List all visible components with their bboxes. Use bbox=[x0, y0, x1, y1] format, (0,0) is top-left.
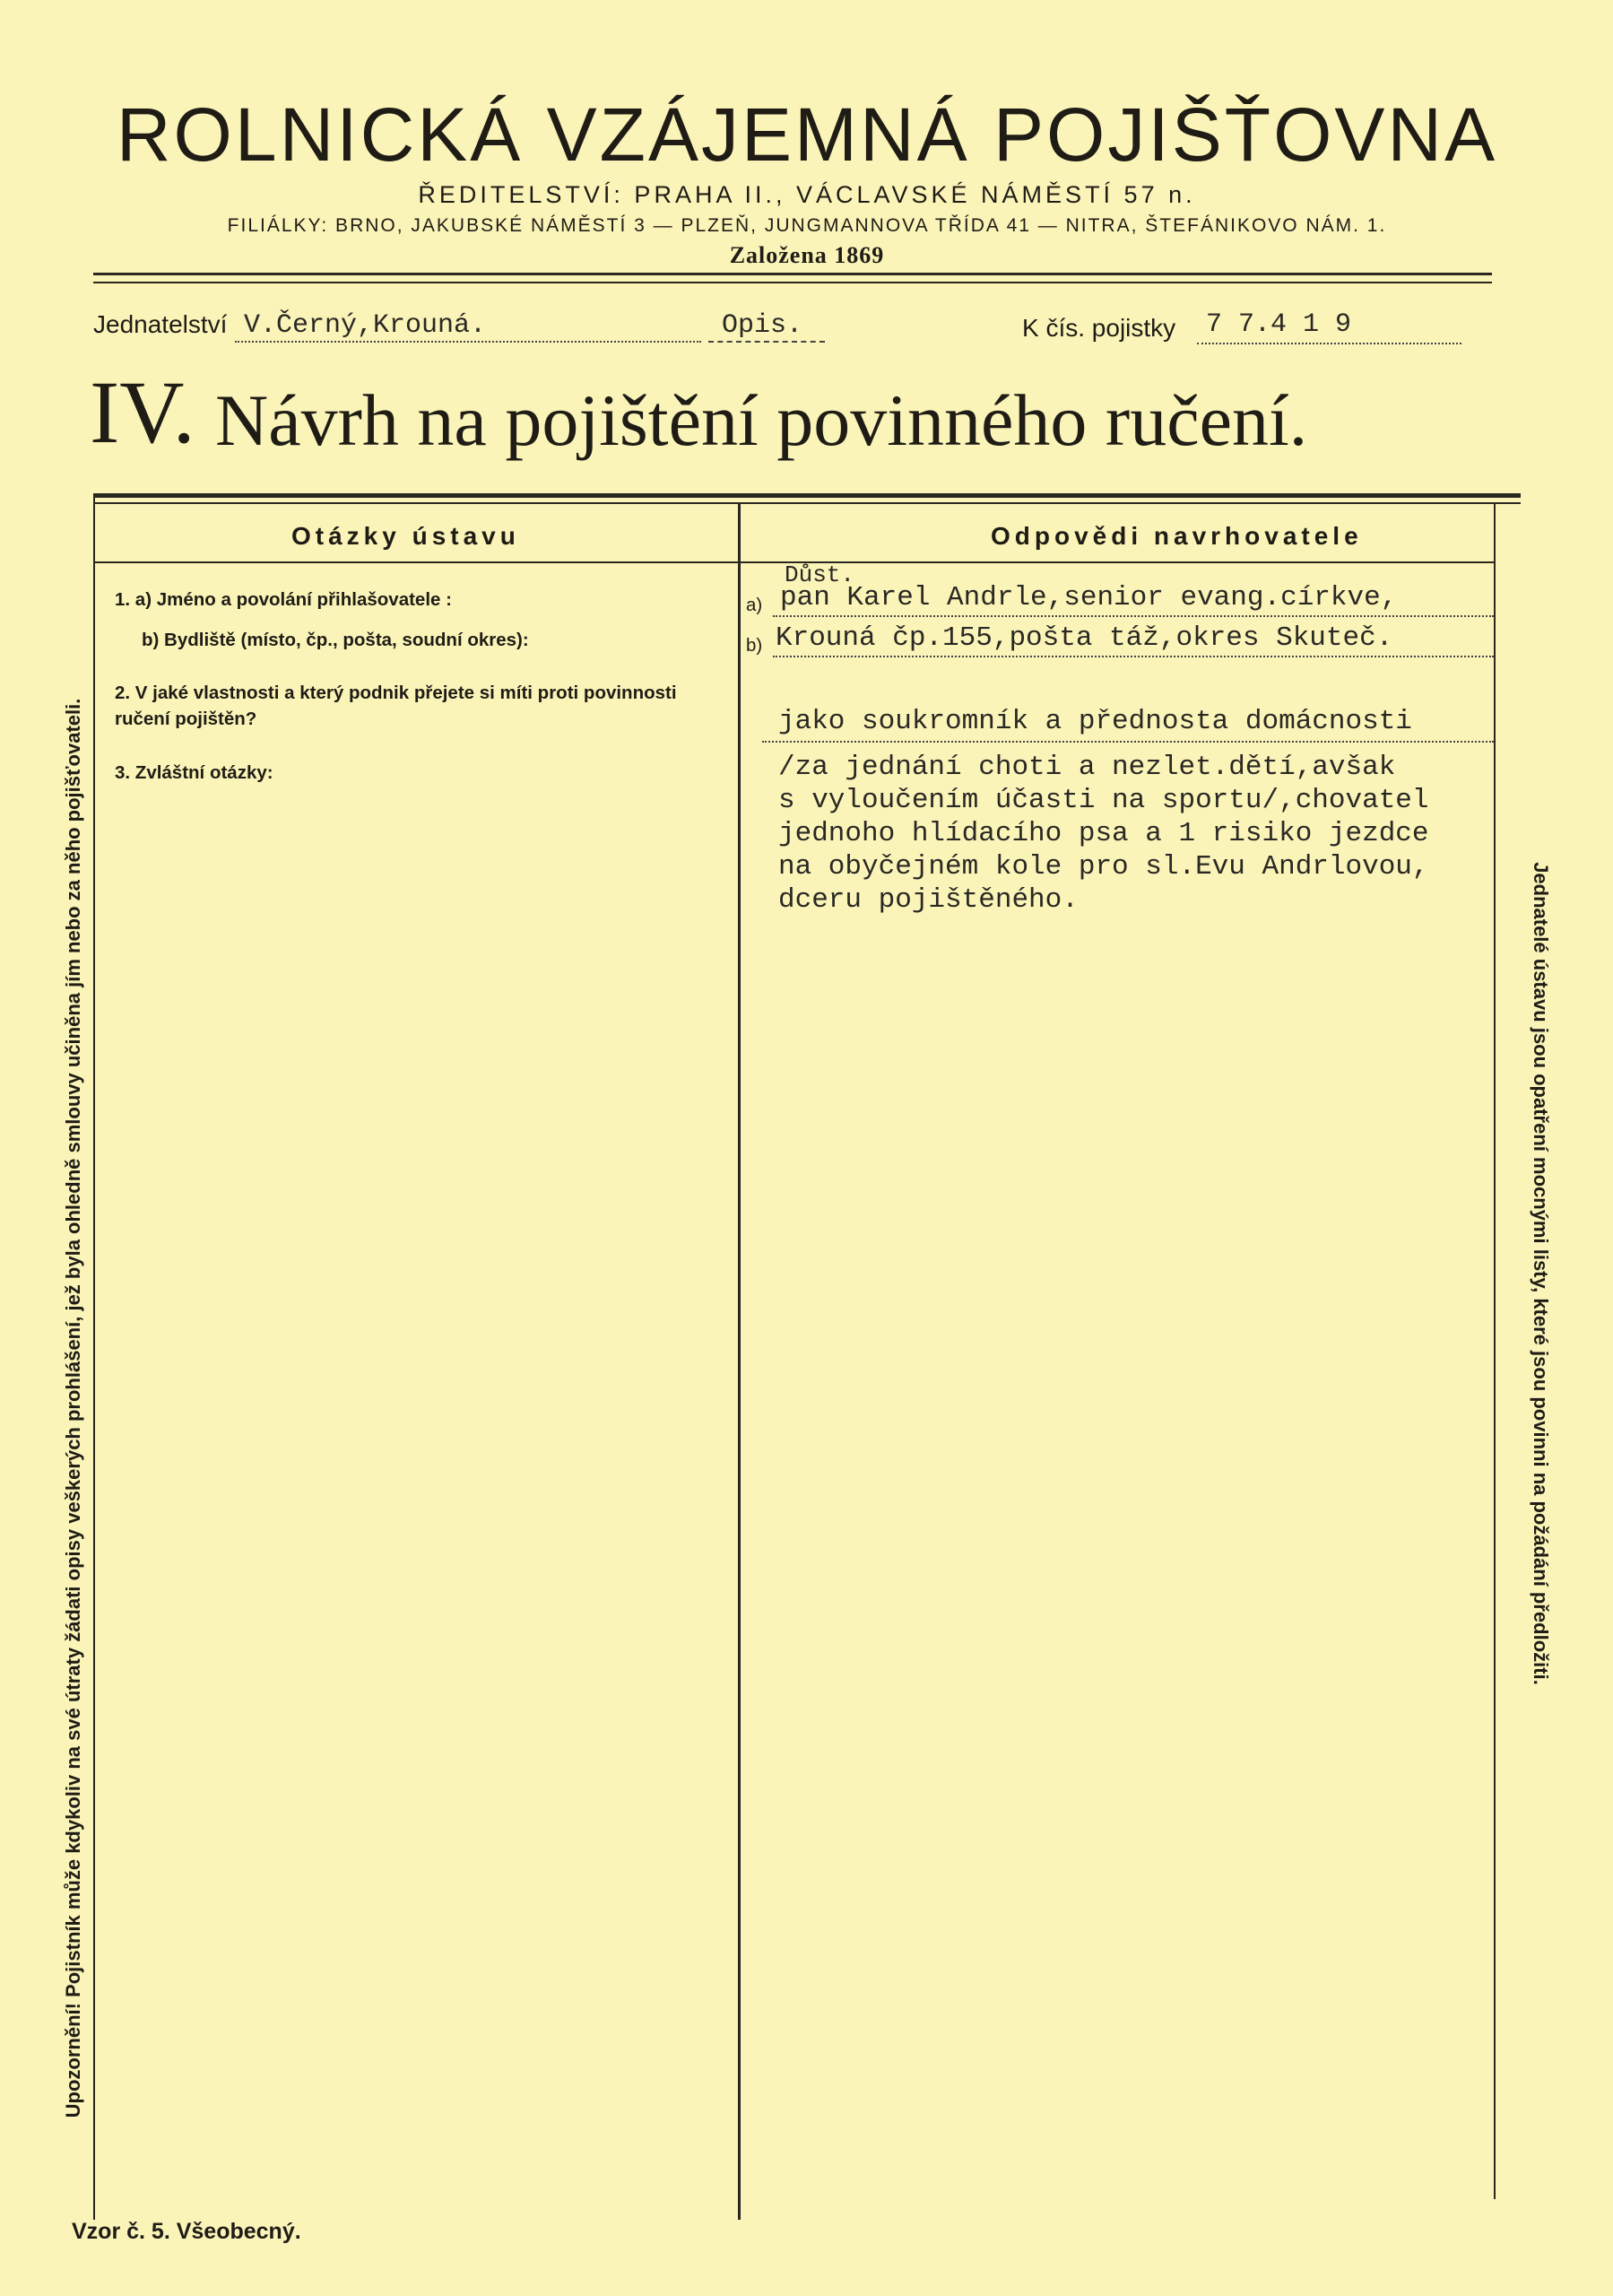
branch-offices: FILIÁLKY: BRNO, JAKUBSKÉ NÁMĚSTÍ 3 — PLZEŇ, JUNGMANNOVA TŘÍDA 41 — NITRA, ŠTEFÁNIKOVO NÁM. 1. bbox=[227, 215, 1387, 236]
form-number: IV. bbox=[90, 362, 195, 462]
agency-dotted-line bbox=[235, 341, 701, 343]
headquarters-address: ŘEDITELSTVÍ: PRAHA II., VÁCLAVSKÉ NÁMĚSTÍ 57 n. bbox=[418, 181, 1196, 208]
answer-1b: Krouná čp.155,pošta táž,okres Skuteč. bbox=[776, 622, 1393, 654]
answer-1a-note: Důst. bbox=[785, 561, 855, 588]
right-margin-notice: Jednatelé ústavu jsou opatření mocnými listy, které jsou povinni na požádání předložiti. bbox=[1530, 862, 1552, 1685]
answer-1a: pan Karel Andrle,senior evang.církve, bbox=[780, 582, 1398, 613]
questions-heading: Otázky ústavu bbox=[291, 522, 520, 550]
table-right-border bbox=[1494, 504, 1496, 2199]
answer-3-line-1: /za jednání choti a nezlet.dětí,avšak bbox=[778, 752, 1396, 783]
answer-1a-dotted-line bbox=[773, 615, 1494, 617]
form-title: Návrh na pojištění povinného ručení. bbox=[215, 379, 1308, 461]
answer-3-line-4: na obyčejném kole pro sl.Evu Andrlovou, bbox=[778, 851, 1429, 883]
question-3: 3. Zvláštní otázky: bbox=[115, 762, 273, 783]
header-rule-top bbox=[93, 273, 1492, 275]
agency-value: V.Černý,Krouná. bbox=[244, 310, 487, 341]
answer-3-line-2: s vyloučením účasti na sportu/,chovatel bbox=[778, 785, 1429, 816]
answer-a-prefix: a) bbox=[746, 595, 763, 615]
copy-underline bbox=[708, 341, 825, 343]
form-template-number: Vzor č. 5. Všeobecný. bbox=[72, 2219, 301, 2244]
policy-number: 7 7.4 1 9 bbox=[1206, 309, 1352, 340]
table-top-rule bbox=[93, 493, 1521, 498]
answer-3-line-5: dceru pojištěného. bbox=[778, 884, 1079, 916]
policy-dotted-line bbox=[1197, 343, 1461, 344]
answer-1b-dotted-line bbox=[773, 656, 1494, 657]
table-left-border bbox=[93, 493, 95, 2220]
table-top-rule-thin bbox=[93, 502, 1521, 504]
copy-mark: Opis. bbox=[722, 310, 803, 341]
agency-label: Jednatelství bbox=[93, 310, 228, 338]
answer-2: jako soukromník a přednosta domácnosti bbox=[778, 706, 1412, 737]
answer-3-line-3: jednoho hlídacího psa a 1 risiko jezdce bbox=[778, 818, 1429, 849]
header-rule-bottom bbox=[93, 282, 1492, 283]
answer-b-prefix: b) bbox=[746, 635, 763, 656]
question-1b: b) Bydliště (místo, čp., pošta, soudní okres): bbox=[142, 630, 529, 650]
answer-2-dotted-line bbox=[762, 741, 1494, 743]
answers-heading: Odpovědi navrhovatele bbox=[991, 522, 1363, 550]
company-name: ROLNICKÁ VZÁJEMNÁ POJIŠŤOVNA bbox=[116, 92, 1498, 177]
question-2: 2. V jaké vlastnosti a který podnik přejete si míti proti povinnosti ručení pojištěn? bbox=[115, 683, 677, 729]
policy-label: K čís. pojistky bbox=[1022, 314, 1176, 342]
question-1a: 1. a) Jméno a povolání přihlašovatele : bbox=[115, 589, 452, 610]
founded-year: Založena 1869 bbox=[729, 242, 885, 268]
left-margin-notice: Upozornění! Pojistník může kdykoliv na své útraty žádati opisy veškerých prohlášení, jež byla ohledně smlouvy učiněna jím nebo za něho pojišťovateli. bbox=[62, 698, 84, 2118]
column-divider bbox=[738, 504, 741, 2220]
